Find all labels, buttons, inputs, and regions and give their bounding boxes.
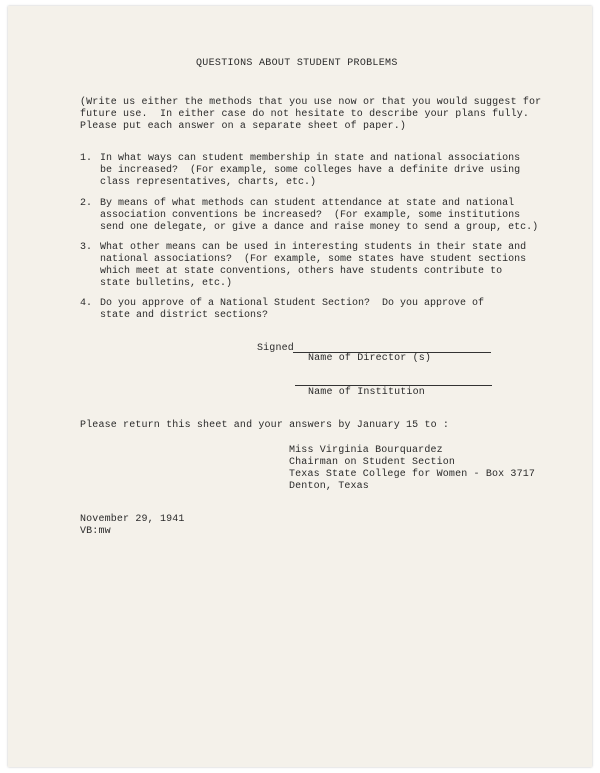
address-line: Denton, Texas <box>289 481 369 492</box>
return-note: Please return this sheet and your answers by January 15 to : <box>80 420 450 431</box>
question-line: be increased? (For example, some colleges have a definite drive using <box>100 165 521 176</box>
question-line: which meet at state conventions, others have students contribute to <box>100 266 503 277</box>
institution-signature-line <box>295 385 492 386</box>
address-line: Chairman on Student Section <box>289 457 456 468</box>
question-line: state and district sections? <box>100 310 269 321</box>
question-line: By means of what methods can student attendance at state and national <box>100 198 515 209</box>
question-number: 2. <box>80 198 93 209</box>
intro-line: future use. In either case do not hesitate to describe your plans fully. <box>80 109 530 120</box>
question-line: What other means can be used in interesting students in their state and <box>100 242 527 253</box>
question-line: national associations? (For example, some states have student sections <box>100 254 527 265</box>
director-label: Name of Director (s) <box>308 353 432 364</box>
institution-label: Name of Institution <box>308 387 425 398</box>
question-line: state bulletins, etc.) <box>100 278 233 289</box>
document-date: November 29, 1941 <box>80 514 185 525</box>
question-number: 4. <box>80 298 93 309</box>
intro-line: Please put each answer on a separate sheet of paper.) <box>80 121 407 132</box>
question-line: send one delegate, or give a dance and raise money to send a group, etc.) <box>100 222 539 233</box>
typist-initials: VB:mw <box>80 526 111 537</box>
question-line: In what ways can student membership in state and national associations <box>100 153 521 164</box>
page-title: QUESTIONS ABOUT STUDENT PROBLEMS <box>196 58 398 69</box>
question-number: 1. <box>80 153 93 164</box>
address-line: Miss Virginia Bourquardez <box>289 445 443 456</box>
question-number: 3. <box>80 242 93 253</box>
question-line: class representatives, charts, etc.) <box>100 177 317 188</box>
address-line: Texas State College for Women - Box 3717 <box>289 469 536 480</box>
question-line: association conventions be increased? (For example, some institutions <box>100 210 521 221</box>
intro-line: (Write us either the methods that you use now or that you would suggest for <box>80 97 542 108</box>
signed-label: Signed <box>257 343 294 354</box>
question-line: Do you approve of a National Student Section? Do you approve of <box>100 298 485 309</box>
